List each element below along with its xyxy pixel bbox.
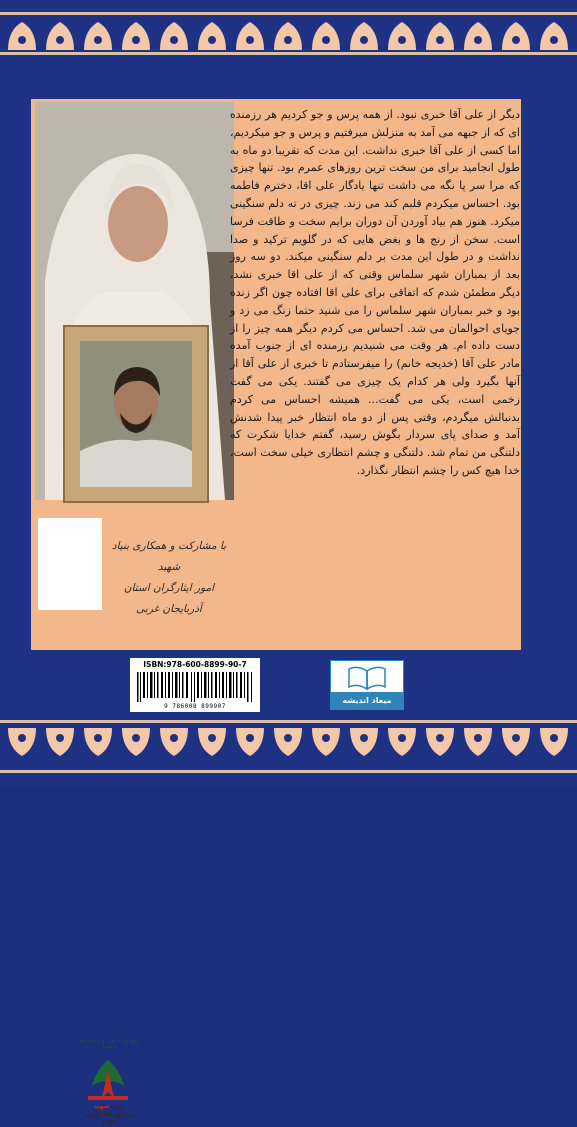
logo-year: ۱۳۵۸ (101, 1119, 117, 1126)
logo-text-line-2: شهید (93, 1103, 110, 1110)
publisher-logo (330, 660, 404, 710)
logo-text-line-3: و امور ایثارگران (85, 1111, 133, 1118)
publisher-name: میعاد اندیشه (331, 692, 403, 709)
bottom-ornamental-border (0, 712, 577, 786)
martyr-photo-frame (63, 325, 209, 503)
martyr-portrait (80, 341, 192, 487)
martyr-foundation-logo (38, 518, 138, 1126)
martyr-foundation-emblem-icon (82, 1056, 134, 1106)
isbn-barcode (130, 658, 260, 713)
logo-caption: شهدای گرانقدر و ستاره های درخشان (78, 1038, 138, 1050)
logo-text (78, 1103, 140, 1127)
top-ornamental-border (0, 0, 577, 64)
back-cover-excerpt: دیگر از علی آقا خبری نبود. از همه پرس و جو کردیم هر رزمنده ای که از جبهه می آمد به منزلش میرفتیم و پرس و جو میکردیم، اما کسی از علی آقا خبری نداشت. این مدت که تقریبا دو ماه به طول انجامید برای من سخت ترین روزهای عمرم بود. تنها چیزی که مرا سر پا نگه می داشت تنها یادگار علی اقا، دخترم فاطمه بود. احساس میکردم قلبم کند می زند. چیزی در ته دلم سنگینی میکرد. هنوز هم بیاد آوردن آن دوران برایم سخت و طاقت فرسا است. سخن از رنج ها و بغض هایی که در گلویم ترکید و صدا نداشت و در طول این مدت بر دلم سنگینی میکند. دو سه روز بعد از بمباران شهر سلماس وقتی که از علی اقا خبری نشد، دیگر مطمئن شدم که اتفاقی برای علی اقا افتاده چون اگر زنده بود و خبر بمباران شهر سلماس را می شنید حتما زنگ می زد و جویای احوالمان می شد. احساس می کردم دیگر همه چیز را از دست داده ام. هر وقت می شنیدیم رزمنده ای از جنوب آمده مادر علی آقا (خدیجه خانم) را میفرستادم تا خبری از علی آقا از آنها بگیرد ولی هر کدام یک چیزی می گفتند. یکی می گفت زخمی است، یکی می گفت... همیشه احساس می کردم بدنبالش میگردم، وقتی پس از دو ماه انتظار خبر پیدا شدنش آمد و صدای پای سردار بگوش رسید، گفتم خدایا شکرت که دلتنگی من تمام شد. دلتنگی و چشم انتظاری خیلی سخت است، خدا هیچ کس را چشم انتظار نگذارد. (230, 108, 520, 477)
isbn-digits: 9 786008 899907 (164, 703, 226, 710)
logo-text-line-1: بنیاد (111, 1103, 125, 1110)
sponsor-credit (103, 536, 235, 620)
sponsor-credit-line-1: با مشارکت و همکاری بنیاد شهید (111, 540, 227, 573)
sponsor-credit-line-2: امور ایثارگران استان آذربایجان غربی (123, 582, 215, 615)
barcode-icon (135, 672, 255, 702)
isbn-label: ISBN:978-600-8899-90-7 (143, 660, 247, 669)
open-book-icon (347, 665, 387, 691)
